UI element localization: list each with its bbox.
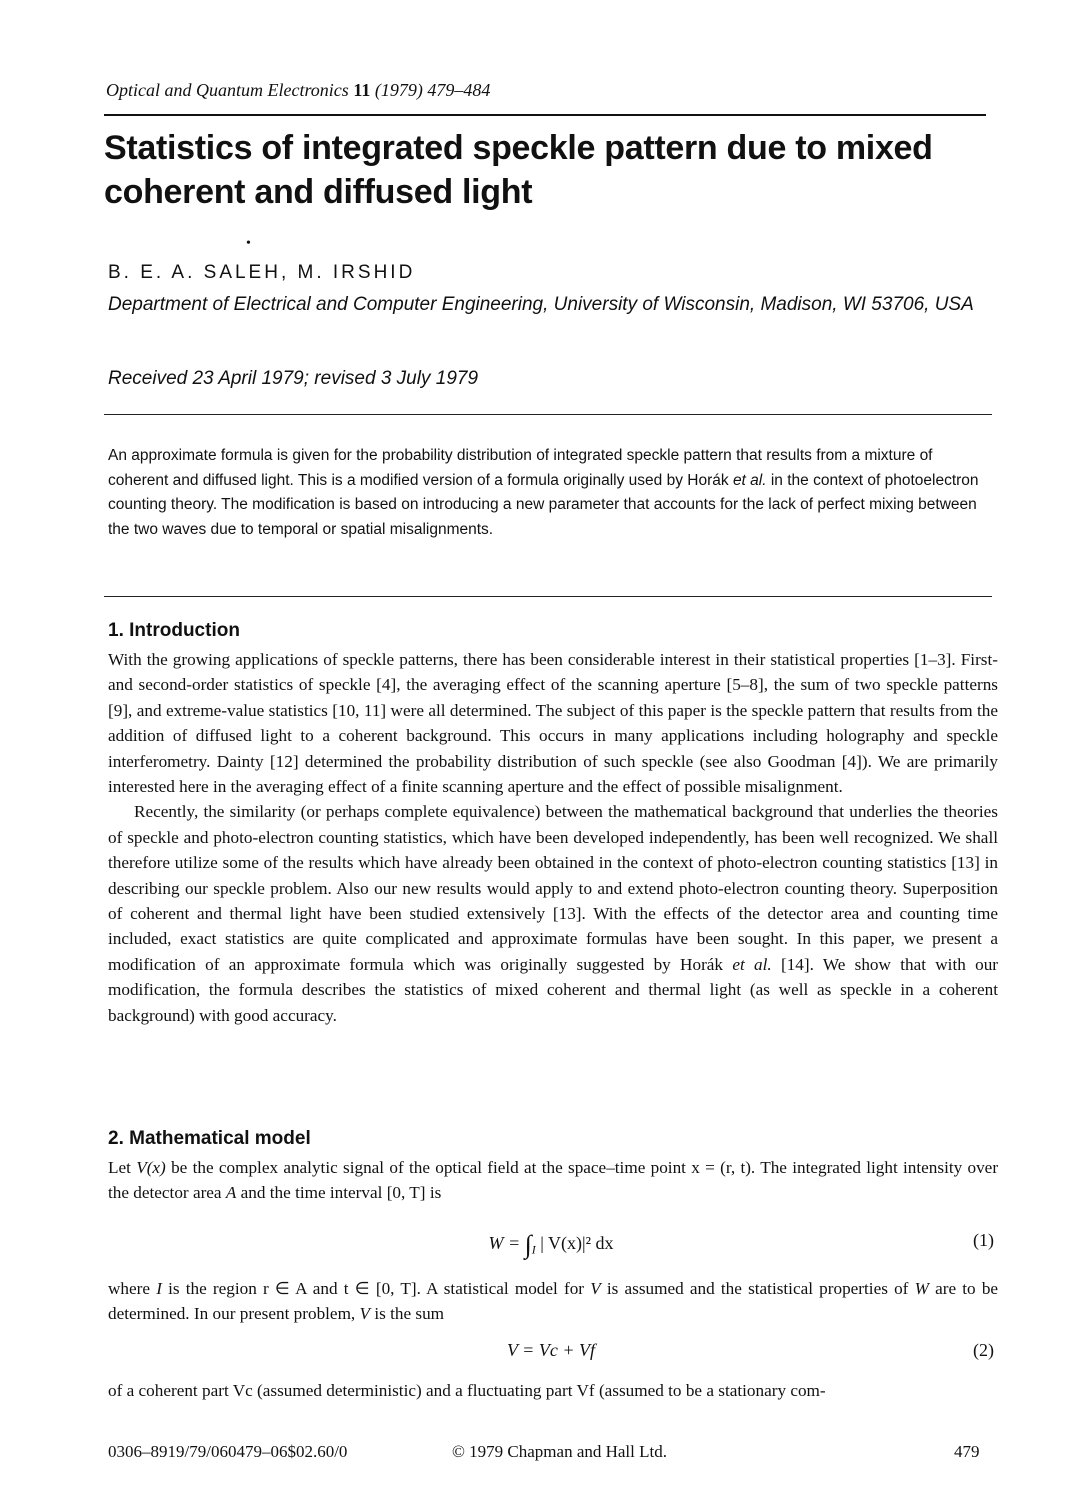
abstract-top-rule — [104, 414, 992, 415]
abstract-bottom-rule — [104, 596, 992, 597]
journal-volume: 11 — [353, 80, 371, 100]
journal-issue: (1979) 479–484 — [374, 80, 491, 100]
intro-paragraph-2-etal: et al. — [732, 954, 772, 974]
header-rule — [104, 114, 986, 116]
affiliation: Department of Electrical and Computer Engineering, University of Wisconsin, Madison, WI 53706, USA — [108, 294, 974, 315]
page-number: 479 — [954, 1442, 980, 1461]
footer-copyright: © 1979 Chapman and Hall Ltd. — [452, 1442, 667, 1461]
footer-code: 0306–8919/79/060479–06$02.60/0 — [108, 1442, 348, 1461]
abstract-etal: et al. — [732, 471, 767, 489]
paper-title: Statistics of integrated speckle pattern due to mixed coherent and diffused light — [104, 129, 933, 211]
equation-1-lhs: W = — [488, 1233, 521, 1253]
abstract-text-1: An approximate formula is given for the probability distribution of integrated speckle pattern that results from a mixture of coherent and diffused light. This is a modified version of a formula originally used by Horák — [108, 447, 933, 489]
equation-2-expression: V = Vc + Vf — [507, 1340, 595, 1360]
section-heading-introduction: 1. Introduction — [108, 620, 240, 641]
journal-name: Optical and Quantum Electronics — [106, 80, 349, 100]
intro-paragraph-2 — [108, 799, 998, 1028]
abstract-text-2: in the context of photoelectron counting theory. The modification is based on introducing a new parameter that accounts for the lack of perfect mixing between the two waves due to temporal or spatial misalignments. — [108, 471, 979, 538]
equation-1: $W = \int_I$ | V(x)|² dx (1) — [488, 1230, 994, 1259]
equation-1-rhs: | V(x)|² dx — [540, 1233, 614, 1253]
author-mark-icon: • — [246, 236, 251, 251]
authors: B. E. A. SALEH, M. IRSHID — [108, 262, 416, 283]
integral-icon: ∫ — [524, 1230, 532, 1259]
intro-paragraph-2-text-a: Recently, the similarity (or perhaps complete equivalence) between the mathematical background that underlies the theories of speckle and photo-electron counting statistics, which have been developed independently, has been well recognized. We shall therefore utilize some of the results which have already been obtained in the context of photo-electron counting statistics [13] in describing our speckle problem. Also our new results would apply to and extend photo-electron counting theory. Superposition of coherent and thermal light have been studied extensively [13]. With the effects of the detector area and counting time included, exact statistics are quite complicated and approximate formulas have been sought. In this paper, we present a modification of an approximate formula which was originally suggested by Horák — [108, 802, 998, 974]
equation-1-number: (1) — [973, 1230, 994, 1250]
section-heading-mathematical-model: 2. Mathematical model — [108, 1128, 311, 1149]
model-paragraph-2: where I is the region r ∈ A and t ∈ [0, T]. A statistical model for V is assumed and the statistical properties of W are to be determined. In our present problem, V is the sum — [108, 1279, 999, 1324]
equation-2-number: (2) — [973, 1340, 994, 1360]
model-paragraph-3: of a coherent part Vc (assumed deterministic) and a fluctuating part Vf (assumed to be a stationary com- — [108, 1381, 826, 1400]
journal-citation — [106, 80, 490, 101]
introduction-body — [108, 647, 998, 1028]
intro-paragraph-2-text-b: [14]. We show that with our modification, the formula describes the statistics of mixed coherent and thermal light (as well as speckle in a coherent background) with good accuracy. — [108, 954, 999, 1025]
equation-2 — [108, 1340, 994, 1370]
received-date: Received 23 April 1979; revised 3 July 1979 — [108, 368, 479, 389]
model-paragraph-1: Let V(x) be the complex analytic signal of the optical field at the space–time point x = (r, t). The integrated light intensity over the detector area A and the time interval [0, T] is — [108, 1158, 999, 1203]
intro-paragraph-1: With the growing applications of speckle patterns, there has been considerable interest in their statistical properties [1–3]. First- and second-order statistics of speckle [4], the averaging effect of the scanning aperture [5–8], the sum of two speckle patterns [9], and extreme-value statistics [10, 11] were all determined. The subject of this paper is the speckle pattern that results from the addition of diffused light to a coherent background. This occurs in many applications including holography and speckle interferometry. Dainty [12] determined the probability distribution of such speckle (see also Goodman [4]). We are primarily interested here in the averaging effect of a finite scanning aperture and the effect of possible misalignment. — [108, 650, 998, 797]
abstract — [108, 444, 992, 542]
